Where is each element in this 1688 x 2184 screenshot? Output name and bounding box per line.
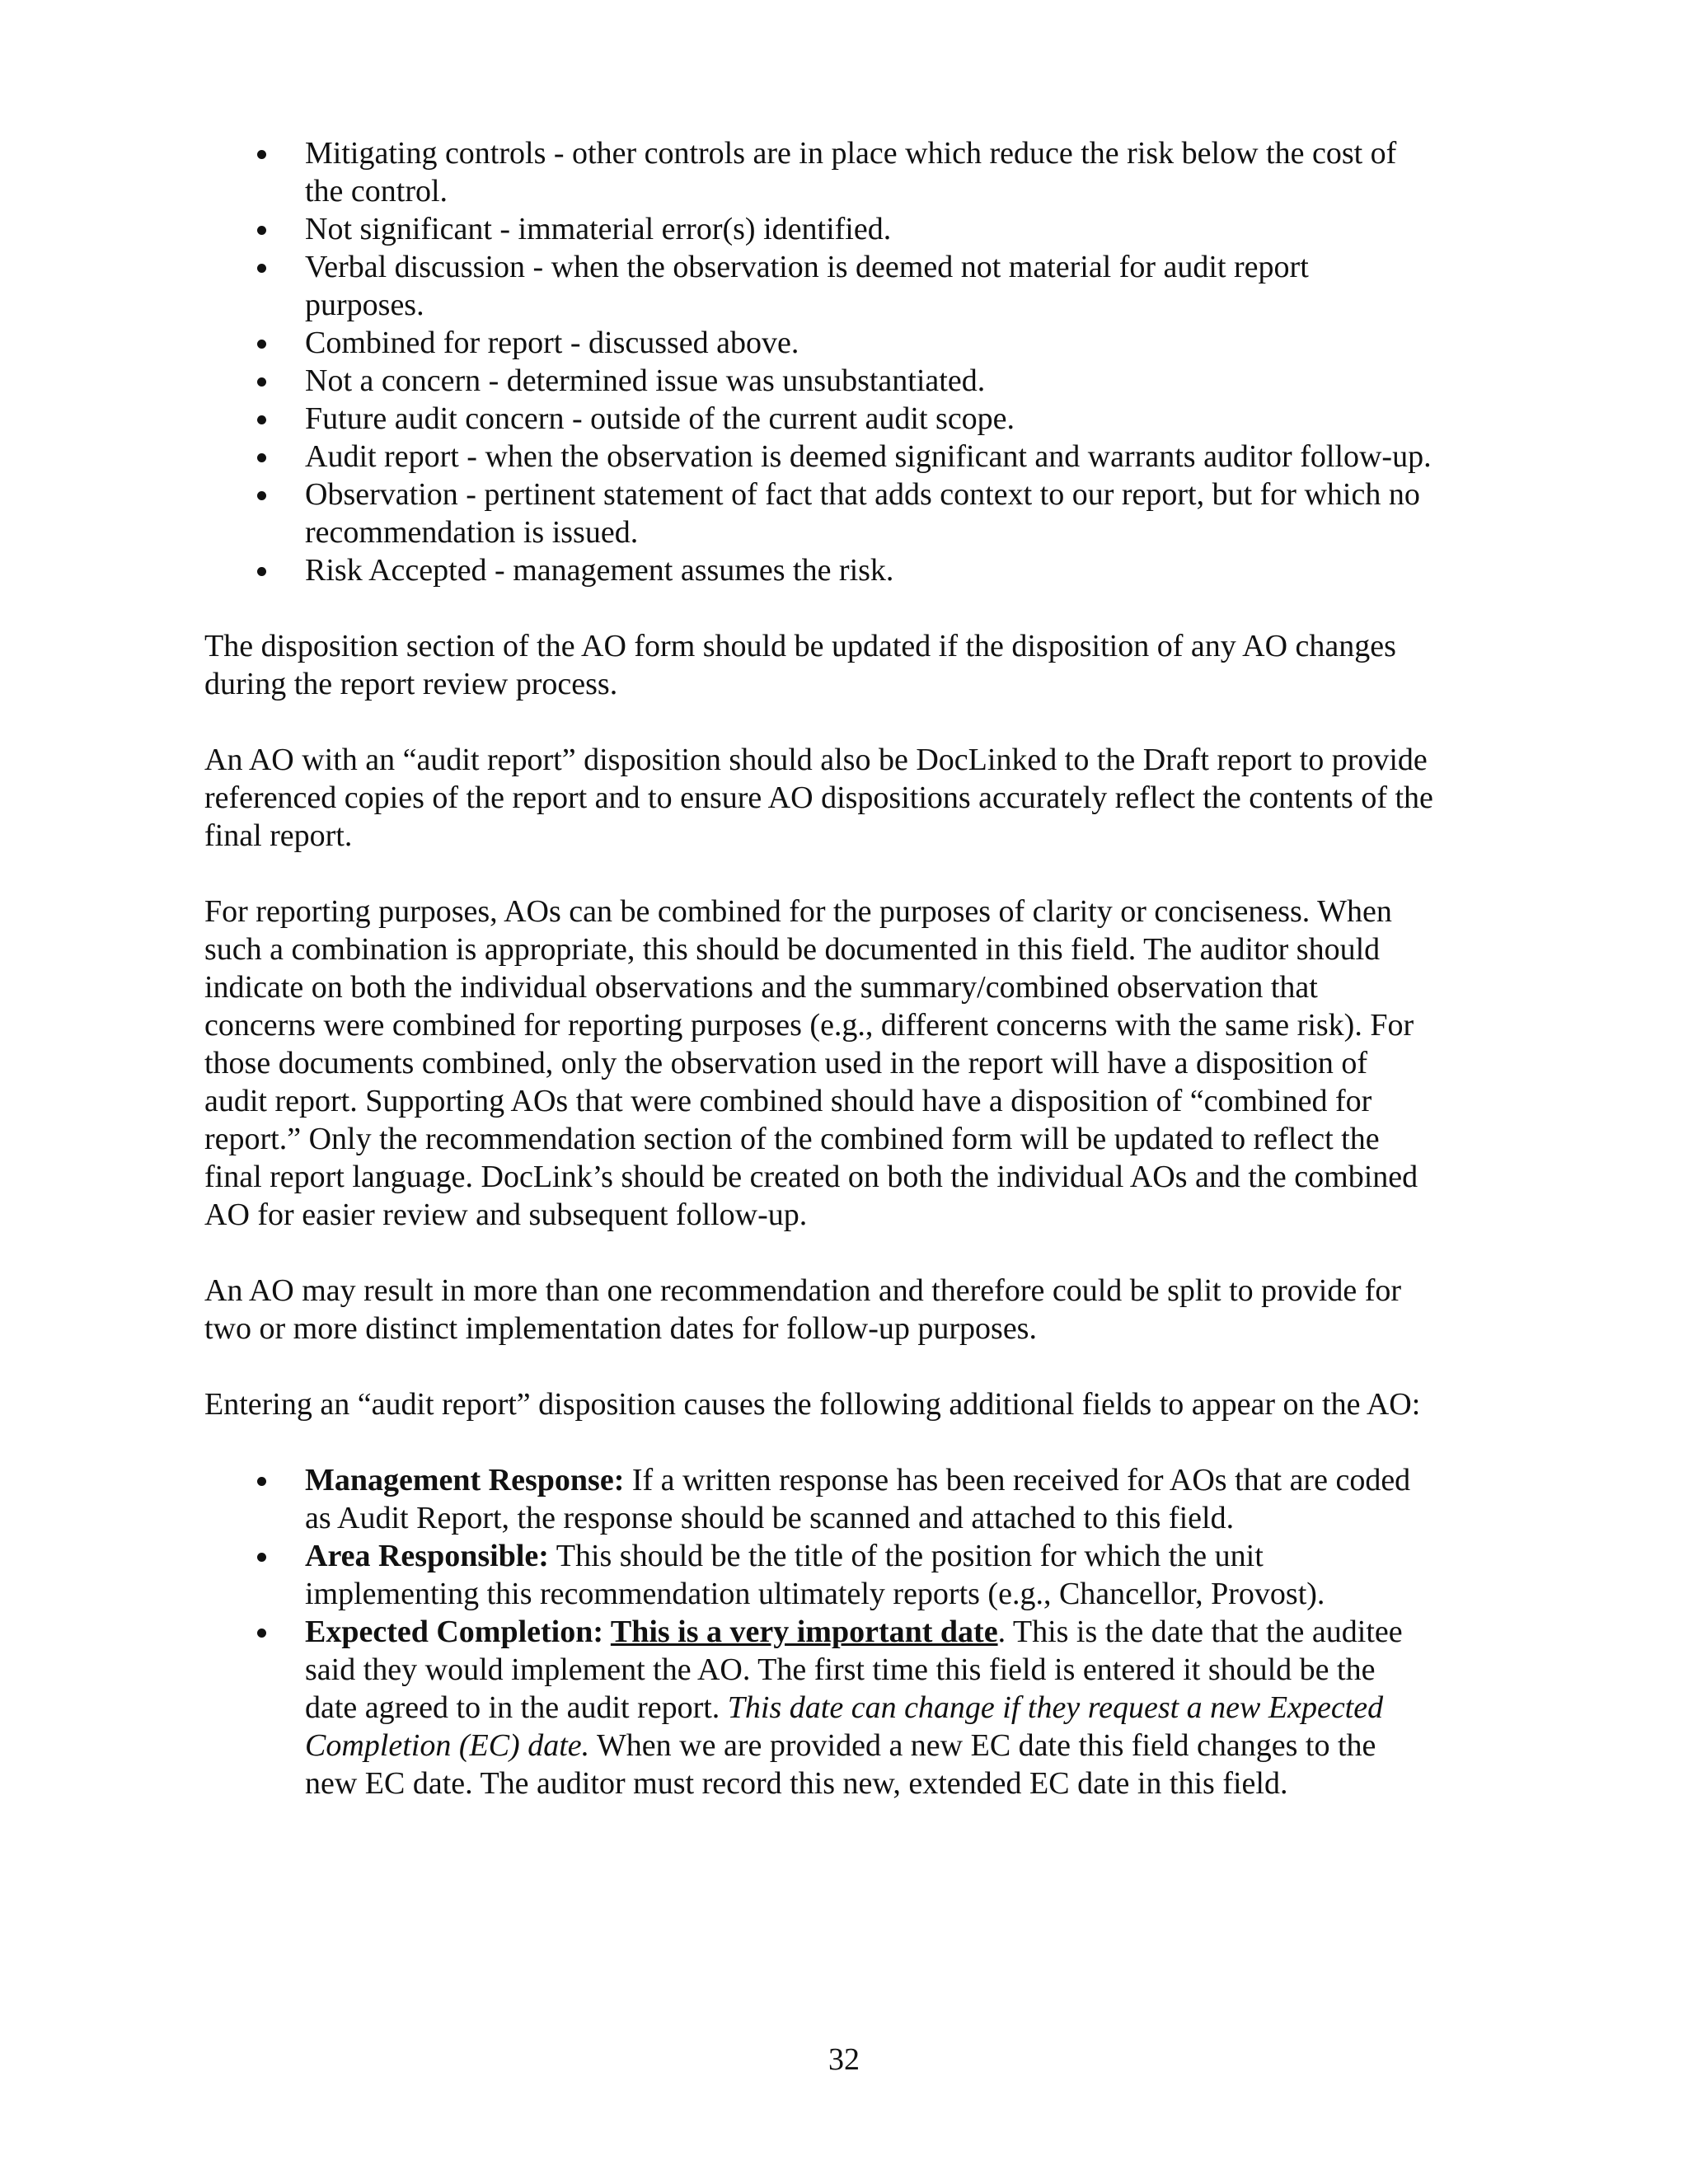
page-number: 32 [828,2042,860,2077]
field-description: This should be the title of the position for which the unit implementing this recommendation ultimately reports (e.g., Chancellor, Provost). [305,1539,1325,1611]
field-label: Management Response: [305,1463,625,1497]
bullet-icon [257,491,266,500]
bullet-icon [257,1553,266,1562]
bullet-icon [257,264,266,273]
bullet-icon [257,377,266,387]
list-item: Not a concern - determined issue was unsubstantiated. [204,362,1434,400]
bullet-icon [257,415,266,424]
paragraph-combined-aos: For reporting purposes, AOs can be combined for the purposes of clarity or conciseness. When such a combination is appropriate, this should be documented in this field. The auditor should indicate on both the individual observations and the summary/combined observation that concerns were combined for reporting purposes (e.g., different concerns with the same risk). For those documents combined, only the observation used in the report will have a disposition of audit report. Supporting AOs that were combined should have a disposition of “combined for report.” Only the recommendation section of the combined form will be updated to reflect the final report language. DocLink’s should be created on both the individual AOs and the combined AO for easier review and subsequent follow-up. [204,894,1418,1232]
bullet-icon [257,453,266,462]
bullet-icon [257,567,266,576]
list-item: Future audit concern - outside of the current audit scope. [204,400,1434,438]
field-label: Area Responsible: [305,1539,549,1573]
field-management-response [204,1461,1434,1537]
field-description: . This is the date that the auditee said they would implement the AO. The first time this field is entered it should be the date agreed to in the audit report. [305,1615,1403,1725]
field-area-responsible [204,1537,1434,1613]
important-date-emphasis: This is a very important date [610,1615,998,1649]
paragraph-doclink: An AO with an “audit report” disposition should also be DocLinked to the Draft report to provide referenced copies of the report and to ensure AO dispositions accurately reflect the contents of the final report. [204,743,1433,853]
field-label: Expected Completion: [305,1615,611,1649]
disposition-list [204,134,1434,589]
paragraph-disposition-update: The disposition section of the AO form should be updated if the disposition of any AO changes during the report review process. [204,629,1396,701]
list-item: Not significant - immaterial error(s) identified. [204,210,1434,248]
field-description-italic: This date can change if they request a new Expected Completion (EC) date. [305,1690,1384,1763]
field-expected-completion [204,1613,1434,1802]
paragraph-split-recommendation: An AO may result in more than one recommendation and therefore could be split to provide for two or more distinct implementation dates for follow-up purposes. [204,1273,1402,1346]
list-item: Risk Accepted - management assumes the risk. [204,551,1434,589]
list-item: Verbal discussion - when the observation is deemed not material for audit report purposes. [204,248,1434,324]
bullet-icon [257,1629,266,1638]
list-item: Mitigating controls - other controls are in place which reduce the risk below the cost of the control. [204,134,1434,210]
list-item: Observation - pertinent statement of fact that adds context to our report, but for which no recommendation is issued. [204,476,1434,551]
list-item: Combined for report - discussed above. [204,324,1434,362]
list-item: Audit report - when the observation is deemed significant and warrants auditor follow-up. [204,438,1434,476]
page-content [204,134,1434,1802]
bullet-icon [257,1477,266,1486]
additional-fields-list [204,1461,1434,1802]
bullet-icon [257,340,266,349]
paragraph-additional-fields: Entering an “audit report” disposition causes the following additional fields to appear on the AO: [204,1387,1421,1422]
bullet-icon [257,226,266,235]
field-description-continued: When we are provided a new EC date this field changes to the new EC date. The auditor must record this new, extended EC date in this field. [305,1728,1376,1801]
field-description: If a written response has been received for AOs that are coded as Audit Report, the response should be scanned and attached to this field. [305,1463,1411,1535]
bullet-icon [257,150,266,159]
